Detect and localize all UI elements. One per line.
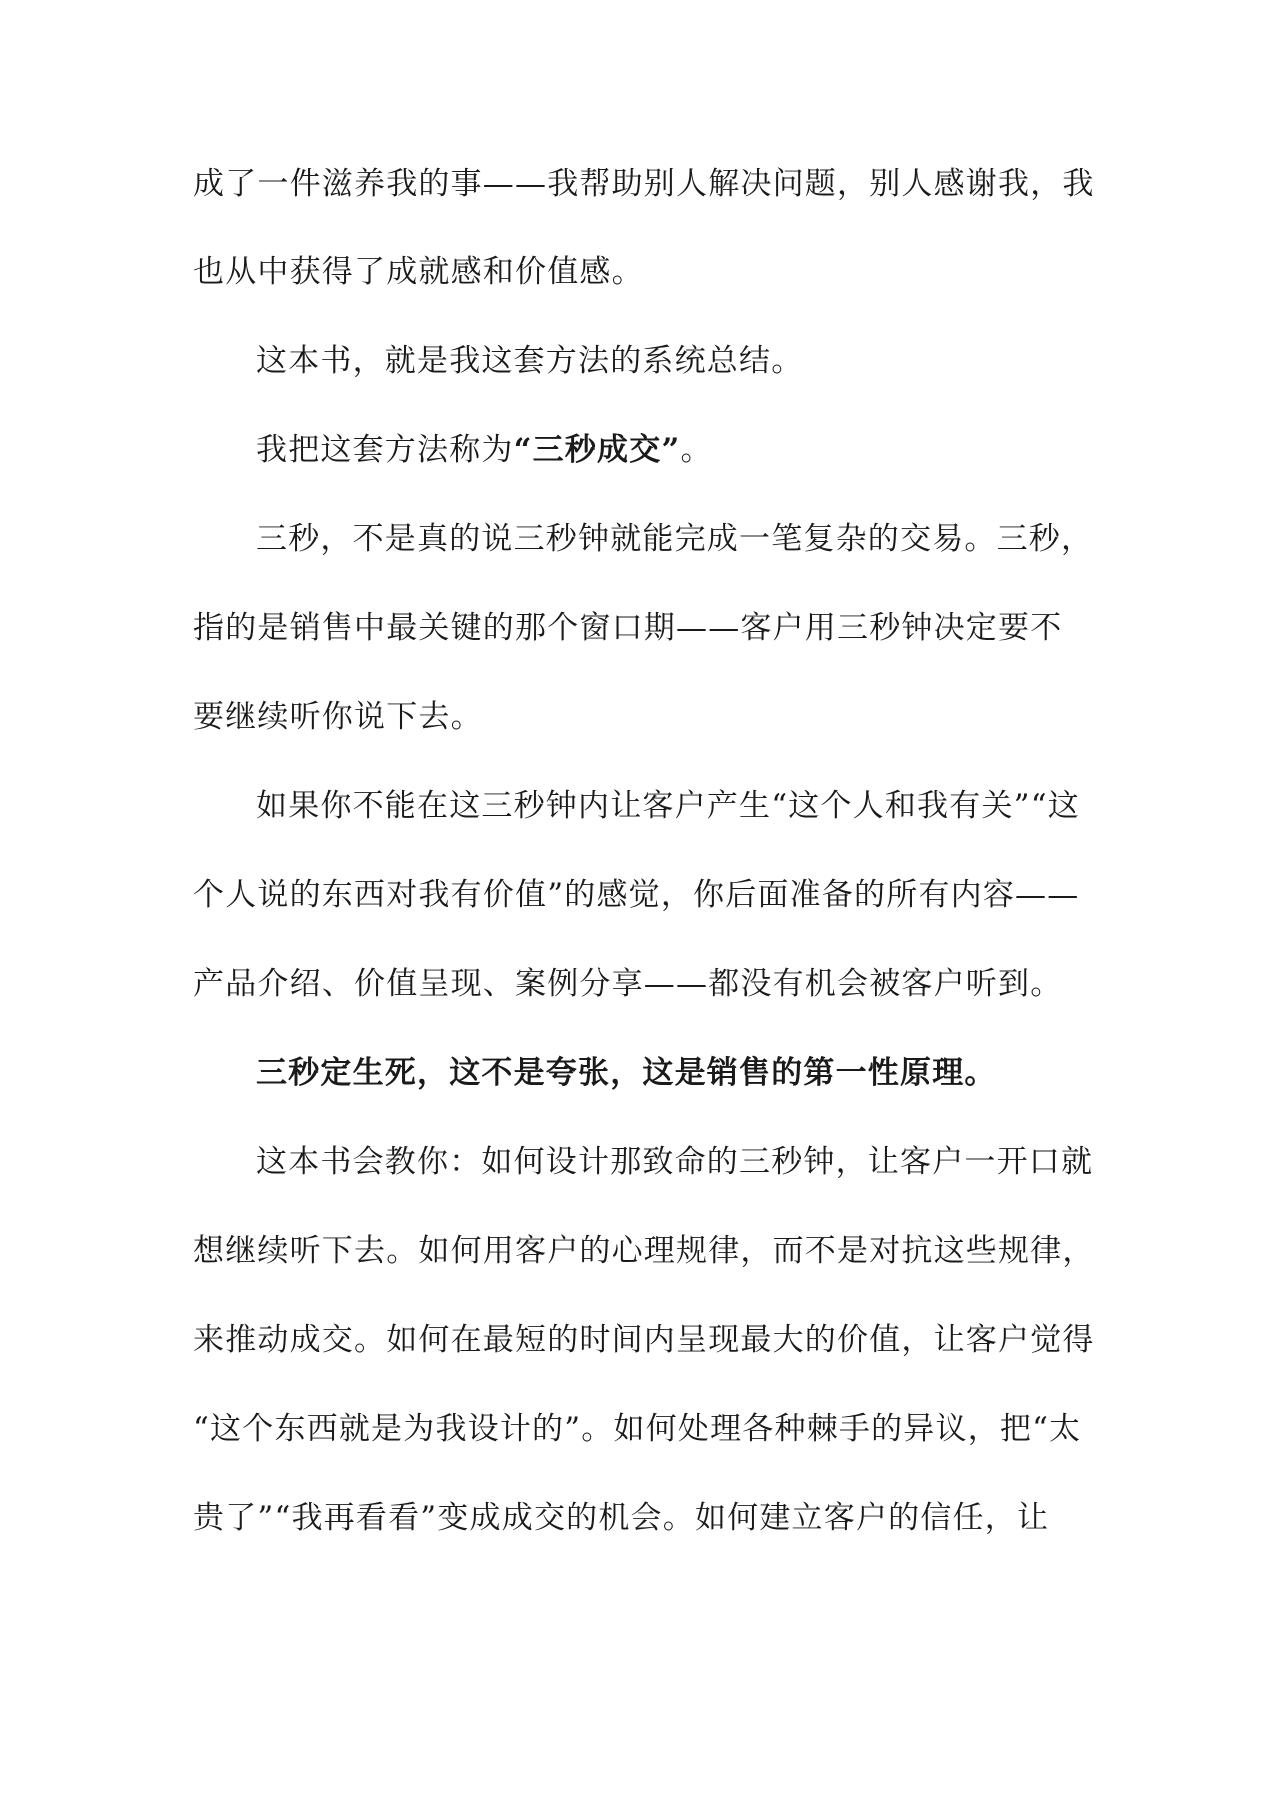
text-line: 想继续听下去。如何用客户的心理规律，而不是对抗这些规律， (193, 1233, 1095, 1269)
text-line: 也从中获得了成就感和价值感。 (193, 254, 644, 290)
paragraph-method-name (256, 428, 713, 472)
key-principle-bold: 三秒定生死，这不是夸张，这是销售的第一性原理。 (256, 1055, 997, 1091)
method-name-bold: “三秒成交” (513, 432, 681, 468)
text-line: 个人说的东西对我有价值”的感觉，你后面准备的所有内容—— (193, 877, 1080, 913)
text-line: 来推动成交。如何在最短的时间内呈现最大的价值，让客户觉得 (193, 1322, 1095, 1358)
text-line: 如果你不能在这三秒钟内让客户产生“这个人和我有关”“这 (256, 788, 1080, 824)
text-line: 要继续听你说下去。 (193, 699, 483, 735)
text-line: 贵了”“我再看看”变成成交的机会。如何建立客户的信任，让 (193, 1500, 1050, 1536)
text-span: 。 (680, 432, 713, 468)
text-span: 我把这套方法称为 (256, 432, 514, 468)
paragraph-book-summary: 这本书，就是我这套方法的系统总结。 (256, 343, 804, 379)
text-line: 指的是销售中最关键的那个窗口期——客户用三秒钟决定要不 (193, 610, 1063, 646)
text-line: 产品介绍、价值呈现、案例分享——都没有机会被客户听到。 (193, 966, 1063, 1002)
text-line: 成了一件滋养我的事——我帮助别人解决问题，别人感谢我，我 (193, 166, 1095, 202)
text-line: “这个东西就是为我设计的”。如何处理各种棘手的异议，把“太 (193, 1411, 1082, 1447)
text-line: 这本书会教你：如何设计那致命的三秒钟，让客户一开口就 (256, 1144, 1094, 1180)
text-line: 三秒，不是真的说三秒钟就能完成一笔复杂的交易。三秒， (256, 521, 1094, 557)
